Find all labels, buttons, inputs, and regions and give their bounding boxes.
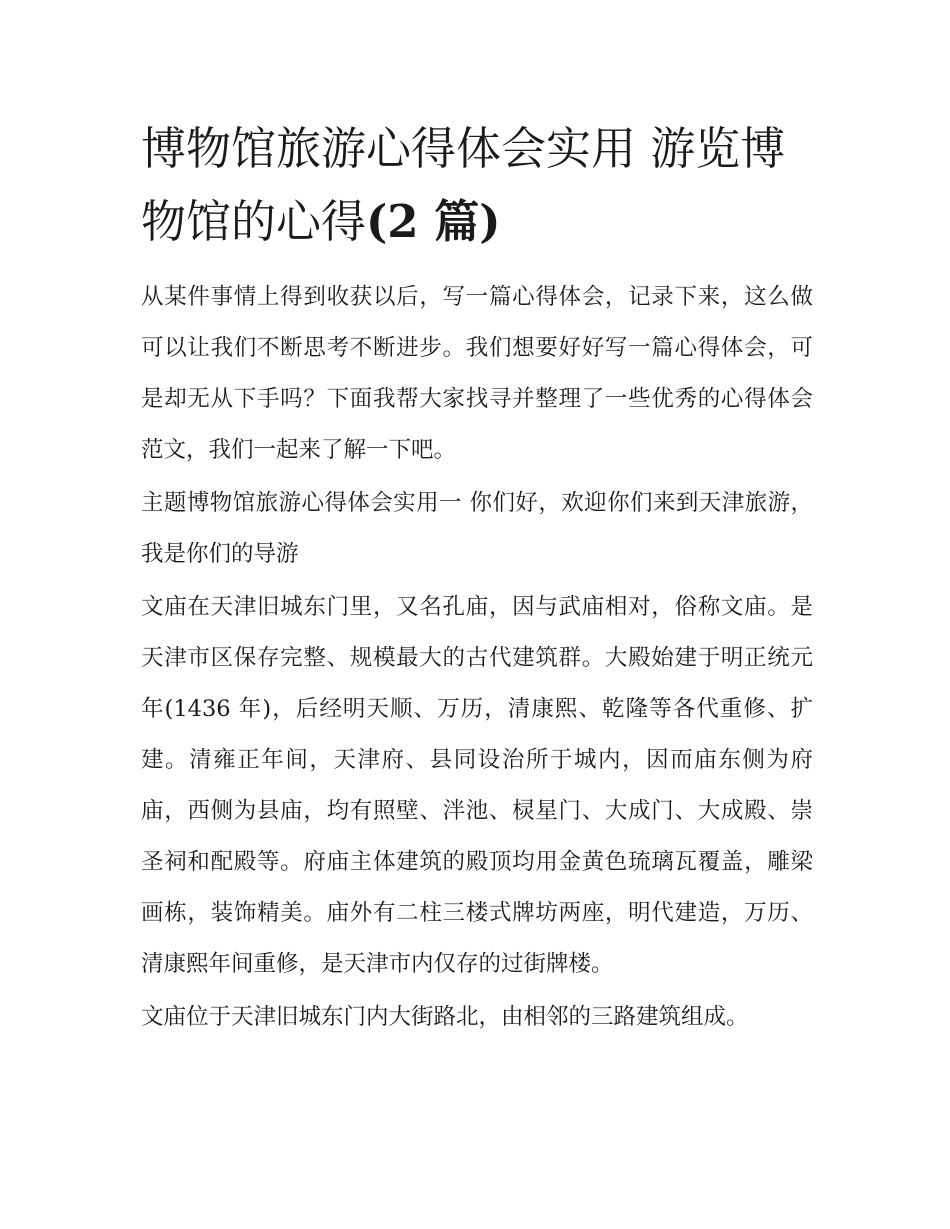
- temple-history-paragraph: 文庙在天津旧城东门里，又名孔庙，因与武庙相对，俗称文庙。是天津市区保存完整、规模最大的古代建筑群。大殿始建于明正统元年(1436 年)，后经明天顺、万历，清康熙、乾隆等各代重修、扩建。清雍正年间，天津府、县同设治所于城内，因而庙东侧为府庙，西侧为县庙，均有照壁、泮池、棂星门、大成门、大成殿、崇圣祠和配殿等。府庙主体建筑的殿顶均用金黄色琉璃瓦覆盖，雕梁画栋，装饰精美。庙外有二柱三楼式牌坊两座，明代建造，万历、清康熙年间重修，是天津市内仅存的过街牌楼。: [141, 594, 813, 977]
- document-page: [141, 112, 813, 1045]
- title-count: (2 篇): [366, 195, 501, 248]
- temple-location-paragraph: 文庙位于天津旧城东门内大街路北，由相邻的三路建筑组成。: [141, 1004, 749, 1030]
- document-title: [141, 112, 813, 258]
- title-main: 博物馆旅游心得体会实用 游览博物馆的心得: [141, 122, 786, 248]
- document-body: [141, 272, 813, 1043]
- intro-paragraph: 从某件事情上得到收获以后，写一篇心得体会，记录下来，这么做可以让我们不断思考不断进步。我们想要好好写一篇心得体会，可是却无从下手吗？下面我帮大家找寻并整理了一些优秀的心得体会范文，我们一起来了解一下吧。: [141, 284, 813, 463]
- topic-paragraph: 主题博物馆旅游心得体会实用一 你们好，欢迎你们来到天津旅游，我是你们的导游: [141, 490, 813, 567]
